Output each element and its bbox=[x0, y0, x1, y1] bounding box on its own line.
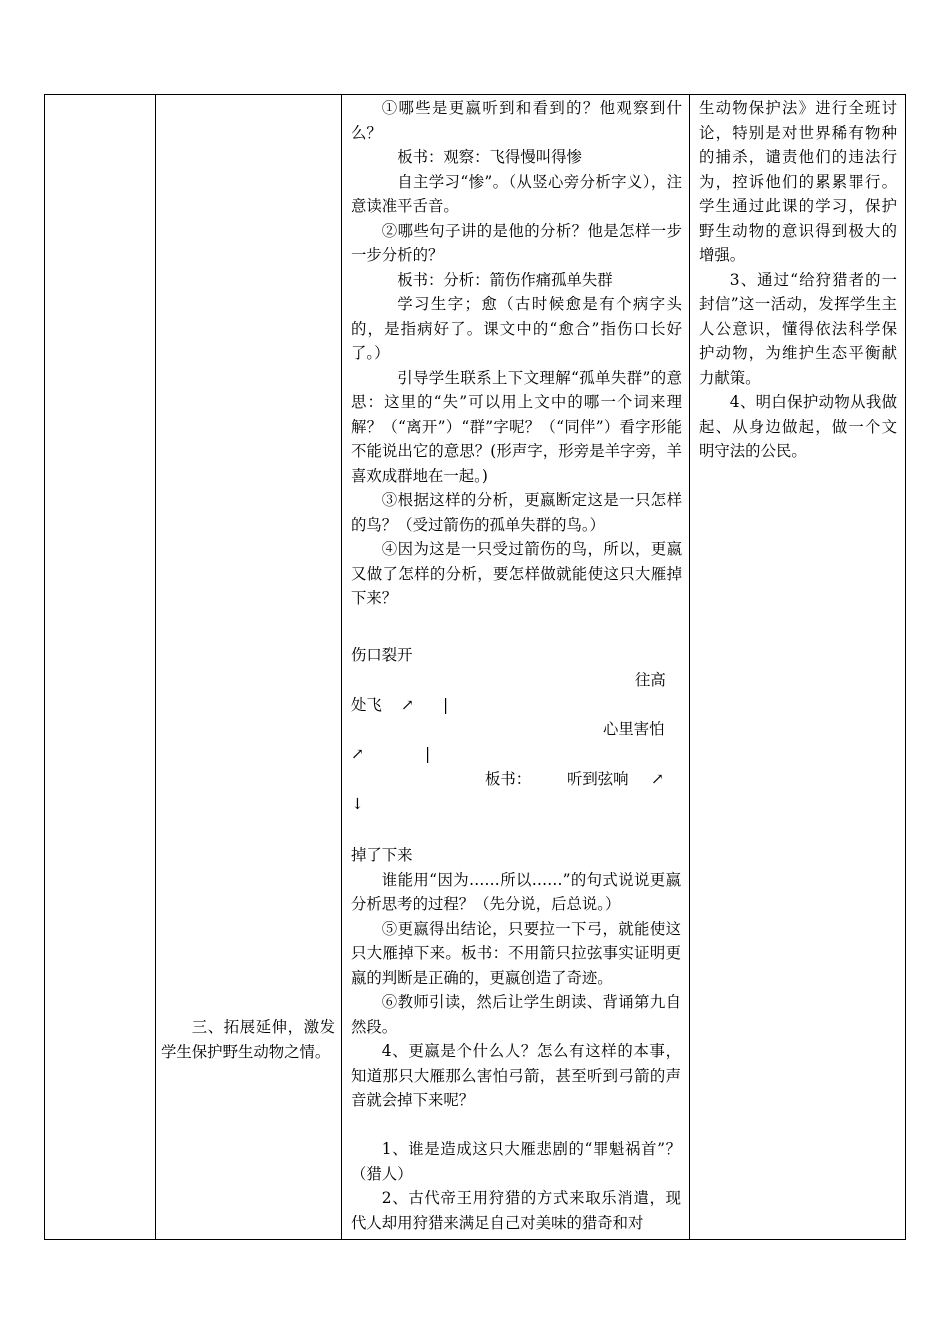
paragraph: 自主学习“惨”。（从竖心旁分析字义），注意读准平舌音。 bbox=[351, 172, 682, 215]
paragraph: 生动物保护法》进行全班讨论，特别是对世界稀有物种的捕杀，谴责他们的违法行为，控诉他们的累累罪行。学生通过此课的学习，保护野生动物的意识得到极大的增强。 bbox=[699, 99, 897, 264]
arrow-up-icon: ↗ bbox=[351, 745, 364, 763]
paragraph: 谁能用“因为……所以……”的句式说说更嬴分析思考的过程？（先分说，后总说。） bbox=[351, 870, 681, 913]
paragraph: 学习生字；愈（古时候愈是有个病字头的，是指病好了。课文中的“愈合”指伤口长好了。） bbox=[351, 295, 682, 362]
arrow-up-icon: ↗ bbox=[401, 696, 414, 714]
col3-lower bbox=[351, 843, 681, 1235]
diagram-board-label: 板书： bbox=[485, 770, 532, 788]
paragraph: ⑥教师引读，然后让学生朗读、背诵第九自然段。 bbox=[351, 993, 681, 1036]
paragraph: 1、谁是造成这只大雁悲剧的“罪魁祸首”？（猎人） bbox=[351, 1140, 681, 1183]
paragraph: ②哪些句子讲的是他的分析？他是怎样一步一步分析的？ bbox=[351, 221, 682, 264]
paragraph: 2、古代帝王用狩猎的方式来取乐消遣，现代人却用狩猎来满足自己对美味的猎奇和对 bbox=[351, 1189, 681, 1232]
board-diagram bbox=[351, 643, 681, 843]
section-three-heading: 三、拓展延伸，激发学生保护野生动物之情。 bbox=[161, 1018, 335, 1061]
diagram-fall: 掉了下来 bbox=[351, 846, 413, 864]
diagram-afraid: 心里害怕 bbox=[603, 720, 665, 738]
table-cell-col4 bbox=[689, 95, 905, 1239]
table-cell-col2 bbox=[155, 95, 341, 1239]
arrow-up-icon: ↗ bbox=[651, 770, 664, 788]
paragraph: 4、更嬴是个什么人？怎么有这样的本事，知道那只大雁那么害怕弓箭，甚至听到弓箭的声音就会掉下来呢？ bbox=[351, 1042, 681, 1109]
diagram-wound: 伤口裂开 bbox=[351, 646, 413, 664]
paragraph: ①哪些是更嬴听到和看到的？他观察到什么？ bbox=[351, 99, 682, 142]
board-note: 板书：分析：箭伤作痛孤单失群 bbox=[397, 270, 613, 289]
spacer bbox=[351, 1113, 681, 1138]
paragraph: ⑤更嬴得出结论，只要拉一下弓，就能使这只大雁掉下来。板书：不用箭只拉弦事实证明更嬴的判断是正确的，更嬴创造了奇迹。 bbox=[351, 919, 681, 987]
paragraph: 4、明白保护动物从我做起、从身边做起，做一个文明守法的公民。 bbox=[699, 393, 897, 460]
arrow-down-icon: ↓ bbox=[351, 795, 364, 813]
paragraph: 3、通过“给狩猎者的一封信”这一活动，发挥学生主人公意识，懂得依法科学保护动物，为维护生态平衡献力献策。 bbox=[699, 270, 897, 387]
diagram-fly-high: 往高 bbox=[635, 671, 666, 689]
paragraph: ④因为这是一只受过箭伤的鸟，所以，更嬴又做了怎样的分析，要怎样做就能使这只大雁掉下来？ bbox=[351, 540, 682, 607]
diagram-fly-high-cont: 处飞 bbox=[351, 696, 382, 714]
paragraph: ③根据这样的分析，更嬴断定这是一只怎样的鸟？（受过箭伤的孤单失群的鸟。） bbox=[351, 491, 682, 534]
diagram-bar: | bbox=[425, 745, 431, 763]
paragraph: 引导学生联系上下文理解“孤单失群”的意思：这里的“失”可以用上文中的哪一个词来理解？（“离开”）“群”字呢？（“同伴”）看字形能不能说出它的意思？(形声字，形旁是羊字旁，羊喜欢成群地在一起。) bbox=[351, 368, 682, 485]
diagram-bar: | bbox=[443, 696, 449, 714]
table-cell-col1 bbox=[45, 95, 155, 1239]
diagram-hear: 听到弦响 bbox=[567, 770, 629, 788]
board-note: 板书：观察：飞得慢叫得惨 bbox=[397, 148, 582, 166]
lesson-plan-table bbox=[44, 94, 906, 1240]
